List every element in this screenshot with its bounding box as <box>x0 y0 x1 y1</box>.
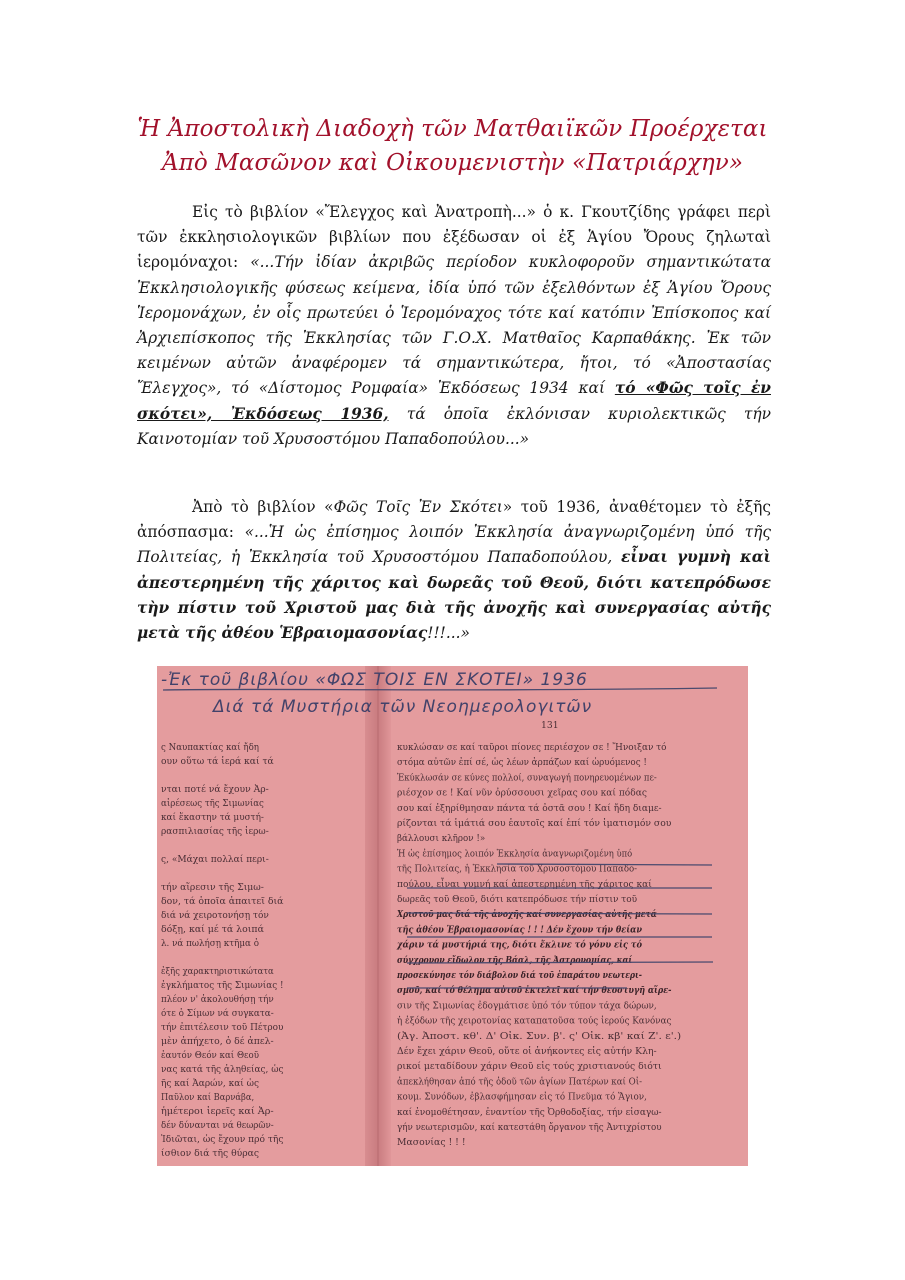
left-col-line: καί ἕκαστην τά μυστή- <box>161 812 264 823</box>
document-title <box>80 112 825 180</box>
scan-handwritten-line-1: -Ἐκ τοῦ βιβλίου «ΦΩΣ ΤΟΙΣ ΕΝ ΣΚΟΤΕΙ» 1936 <box>161 670 588 690</box>
paragraph-1 <box>137 200 771 452</box>
left-col-line: ἑαυτόν Θεόν καί Θεοῦ <box>161 1050 260 1061</box>
right-col-line: ρικοί μεταδίδουν χάριν Θεοῦ εἰς τούς χριστιανούς διότι <box>397 1061 661 1073</box>
p1-intro: Εἰς τὸ βιβλίον «Ἔλεγχος καὶ Ἀνατροπὴ...» ὁ κ. Γκουτζίδης γράφει περὶ τῶν ἐκκλησιολογικῶν βιβλίων που ἐξέδωσαν οἱ ἐξ Ἁγίου Ὄρους ζηλωταὶ ἱερομόναχοι: <box>137 203 771 272</box>
left-col-line: μὲν ἀπήχετο, ὁ δέ ἀπελ- <box>161 1036 274 1047</box>
left-col-line: ἐξῆς χαρακτηριστικώτατα <box>161 966 274 977</box>
right-col-line: στόμα αὐτῶν ἐπί σέ, ὡς λέων ἁρπάζων καί ὠρυόμενος ! <box>397 757 647 769</box>
left-col-line: δέν δύνανται νά θεωρῶν- <box>161 1120 274 1131</box>
right-col-line: καί ἐνομοθέτησαν, ἐναντίον τῆς Ὀρθοδοξίας, τήν εἰσαγω- <box>397 1106 669 1118</box>
right-col-line: πούλου, εἶναι γυμνή καί ἀπεστερημένη τῆς χάριτος καί <box>397 878 656 890</box>
p1-quote-start: «...Τήν ἰδίαν ἀκριβῶς περίοδον κυκλοφοροῦν σημαντικώτατα Ἐκκλησιολογικῆς φύσεως κείμενα, ἰδία ὑπό τῶν ἐξελθόντων ἐξ Ἁγίου Ὄρους Ἱερομονάχων, ἐν οἷς πρωτεύει ὁ Ἱερομόναχος τότε καί κατόπιν Ἐπίσκοπος καί Ἀρχιεπίσκοπος τῆς Ἐκκλησίας τῶν Γ.Ο.Χ. Ματθαῖος Καρπαθάκης. Ἐκ τῶν κειμένων αὐτῶν ἀναφέρομεν τά σημαντικώτερα, ἤτοι, τό «Ἀποστασίας Ἔλεγχος», τό «Δίστομος Ρομφαία» Ἐκδόσεως 1934 καί <box>137 253 772 398</box>
right-col-line: γήν νεωτερισμῶν, καί κατεστάθη ὄργανον τῆς Ἀντιχρίστου <box>397 1122 662 1133</box>
left-col-line: ἐγκλήματος τῆς Σιμωνίας ! <box>161 980 284 991</box>
scan-handwritten-line-2: Διά τά Μυστήρια τῶν Νεοημερολογιτῶν <box>213 697 593 717</box>
right-col-line: Μασονίας ! ! ! <box>397 1137 466 1149</box>
left-col-line: Ἰδιῶται, ὡς ἔχουν πρό τῆς <box>161 1134 284 1145</box>
right-col-line: προσεκύνησε τόν διάβολον διά τοῦ ἐπαράτου νεωτερι- <box>396 970 643 981</box>
left-col-line: αἱρέσεως τῆς Σιμωνίας <box>161 798 271 809</box>
left-col-line: ότε ὁ Σίμων νά συγκατα- <box>161 1008 274 1019</box>
left-col-line: διά νά χειροτονήσῃ τόν <box>161 910 270 921</box>
left-col-line: λ. νά πωλήσῃ κτῆμα ὁ <box>161 938 260 949</box>
p1-quote-end: τά ὁποῖα ἐκλόνισαν κυριολεκτικῶς τήν Καινοτομίαν τοῦ Χρυσοστόμου Παπαδοπούλου...» <box>137 404 771 448</box>
left-col-line: ρασπιλιασίας τῆς ἱερω- <box>161 826 272 837</box>
right-col-line: ἡ ἐξόδων τῆς χειροτονίας καταπατοῦσα τούς ἱερούς Κανόνας <box>397 1015 686 1027</box>
right-col-line: σμοῦ, καί τό θέλημα αὐτοῦ ἐκτελεῖ καί τήν θεοστυγῆ αἵρε- <box>397 985 672 997</box>
right-col-line: σου καί ἐξηρίθμησαν πάντα τά ὀστᾶ σου ! Καί ἤδη διαμε- <box>397 802 662 814</box>
left-col-line: Παῦλον καί Βαρνάβα, <box>161 1092 255 1103</box>
right-col-line: κουμ. Συνόδων, ἐβλασφήμησαν εἰς τό Πνεῦμα τό Ἅγιον, <box>397 1091 659 1103</box>
right-col-line: τῆς ἀθέου Ἑβραιομασονίας ! ! ! Δέν ἔχουν τήν θείαν <box>397 924 643 936</box>
left-col-line: ς, «Μάχαι πολλαί περι- <box>161 854 269 865</box>
left-col-line: δον, τά ὁποῖα ἀπαιτεῖ διά <box>161 896 284 907</box>
right-col-line: σύγχρονον εἴδωλον τῆς Βάαλ, τῆς Ἀστρονομίας, καί <box>397 954 633 966</box>
p2-intro-b: » τοῦ 1936, ἀναθέτομεν τὸ ἐξῆς ἀπόσπασμα: <box>137 498 771 542</box>
left-col-line: πλέον ν' ἀκολουθήσῃ τήν <box>161 994 275 1005</box>
left-col-line: ουν οὕτω τά ἱερά καί τά <box>161 756 275 767</box>
right-col-line: βάλλουσι κλῆρον !» <box>397 833 486 845</box>
paragraph-2 <box>137 495 771 646</box>
p1-quote-emphasis: τό «Φῶς τοῖς ἐν σκότει», Ἐκδόσεως 1936, <box>137 379 771 423</box>
left-col-line: νας κατά τῆς ἀληθείας, ὡς <box>161 1064 284 1075</box>
right-col-line: ριέσχον σε ! Καί νῦν ὀρύσσουσι χεῖρας σου καί πόδας <box>397 787 647 799</box>
p2-quote-bold: εἶναι γυμνὴ καὶ ἀπεστερημένη τῆς χάριτος καὶ δωρεᾶς τοῦ Θεοῦ, διότι κατεπρόδωσε τὴν πίστιν τοῦ Χριστοῦ μας διὰ τῆς ἀνοχῆς καὶ συνεργασίας αὐτῆς μετὰ τῆς ἀθέου Ἑβραιομασονίας <box>137 548 772 643</box>
left-col-line: νται ποτέ νά ἔχουν Ἀρ- <box>161 784 269 795</box>
p2-quote-start: «...Ἡ ὡς ἐπίσημος λοιπόν Ἐκκλησία ἀναγνωριζομένη ὑπό τῆς Πολιτείας, ἡ Ἐκκλησία τοῦ Χρυσοστόμου Παπαδοπούλου, <box>137 523 771 567</box>
right-col-line: ρίζονται τά ἱμάτιά σου ἑαυτοῖς καί ἐπί τόν ἱματισμόν σου <box>397 818 671 829</box>
right-col-line: Ἐκύκλωσάν σε κύνες πολλοί, συναγωγή πονηρευομένων πε- <box>397 772 657 784</box>
p2-quote-end: !!!...» <box>427 624 470 643</box>
left-col-line: ἡμέτεροι ἱερεῖς καί Ἀρ- <box>161 1106 269 1117</box>
right-col-line: τῆς Πολιτείας, ἡ Ἐκκλησία τοῦ Χρυσοστόμου Παπαδο- <box>397 863 638 875</box>
scanned-book-page <box>157 666 748 1166</box>
right-col-line: δωρεᾶς τοῦ Θεοῦ, διότι κατεπρόδωσε τήν πίστιν τοῦ <box>397 894 638 905</box>
left-col-line: ίσθιον διά τῆς θύρας <box>161 1148 259 1159</box>
right-col-line: σιν τῆς Σιμωνίας ἐδογμάτισε ὑπό τόν τύπον τάχα δώρων, <box>397 1000 657 1012</box>
left-col-line: τήν αἵρεσιν τῆς Σιμω- <box>161 882 264 893</box>
left-col-line: ς Ναυπακτίας καί ἤδη <box>161 742 259 753</box>
scan-svg <box>157 666 748 1166</box>
title-line-1: Ἡ Ἀποστολικὴ Διαδοχὴ τῶν Ματθαιϊκῶν Προέρχεται <box>137 116 768 142</box>
right-col-line: κυκλώσαν σε καί ταῦροι πίονες περιέσχον σε ! Ἤνοιξαν τό <box>397 742 667 753</box>
left-col-line: τήν ἐπιτέλεσιν τοῦ Πέτρου <box>161 1022 284 1033</box>
p2-intro-a: Ἀπὸ τὸ βιβλίον « <box>192 498 334 516</box>
right-col-line: ἀπεκλήθησαν ἀπό τῆς ὁδοῦ τῶν ἁγίων Πατέρων καί Οἰ- <box>397 1076 659 1088</box>
right-col-line: Ἡ ὡς ἐπίσημος λοιπόν Ἐκκλησία ἀναγνωριζομένη ὑπό <box>397 848 633 860</box>
scan-right-column <box>396 742 686 1149</box>
title-line-2: Ἀπὸ Μασῶνον καὶ Οἰκουμενιστὴν «Πατριάρχην» <box>161 150 743 176</box>
right-col-line: Δέν ἔχει χάριν Θεοῦ, οὔτε οἱ ἀνήκοντες εἰς αὐτήν Κλη- <box>397 1046 654 1057</box>
scan-page-number: 131 <box>541 720 559 731</box>
right-col-line: (Ἀγ. Ἀποστ. κθ'. Δ' Οἰκ. Συν. β'. ς' Οἰκ. κβ' καί Ζ'. ε'.) <box>397 1030 643 1042</box>
left-col-line: δόξῃ, καί μέ τά λοιπά <box>161 924 264 935</box>
left-col-line: ῆς καί Ἀαρών, καί ὡς <box>161 1078 259 1089</box>
right-col-line: Χριστοῦ μας διά τῆς ἀνοχῆς καί συνεργασίας αὐτῆς μετά <box>396 909 657 921</box>
p2-book-title: Φῶς Τοῖς Ἐν Σκότει <box>333 498 503 516</box>
right-col-line: χάριν τά μυστήριά της, διότι ἔκλινε τό γόνυ εἰς τό <box>396 939 642 951</box>
